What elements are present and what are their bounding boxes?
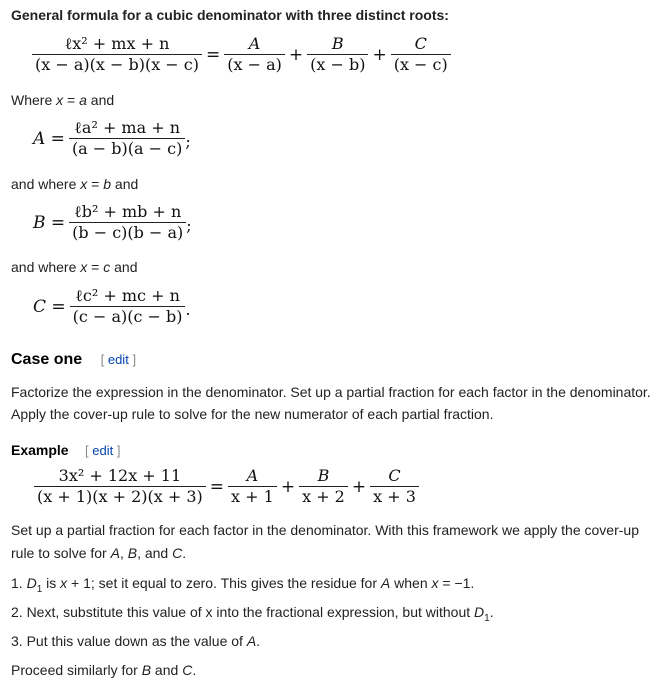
var-x: x <box>80 176 88 192</box>
step-text: + 1; set it equal to zero. This gives the residue for <box>67 575 381 591</box>
equals-sign: = <box>209 476 225 497</box>
formula-a-numerator: ℓa² + ma + n <box>69 118 185 139</box>
case-one-para-2: Apply the cover-up rule to solve for the new numerator of each partial fraction. <box>11 406 494 422</box>
when-text: when <box>390 575 432 591</box>
formula-c-fraction <box>70 286 186 327</box>
is-text: is <box>42 575 61 591</box>
example-term-c <box>370 466 419 507</box>
bracket-close: ] <box>132 352 137 367</box>
var-b: b <box>103 176 112 192</box>
step-text: = −1. <box>438 575 475 591</box>
plus-sign: + <box>280 476 296 497</box>
comma: , <box>119 545 128 561</box>
formula-c-denominator: (c − a)(c − b) <box>72 307 183 326</box>
step-text: 2. Next, substitute this value of x into the fractional expression, but without <box>11 604 475 620</box>
example-term-a-numerator: A <box>228 466 277 487</box>
plus-sign: + <box>288 44 304 65</box>
var-B: B <box>141 662 152 678</box>
step-number: 1. <box>11 575 27 591</box>
step-3 <box>11 632 260 650</box>
general-formula-title: General formula for a cubic denominator with three distinct roots: <box>11 7 449 23</box>
example-heading: Example <box>11 442 69 458</box>
example-lhs-fraction <box>34 466 206 507</box>
case-one-para-1: Factorize the expression in the denominator. Set up a partial fraction for each factor in the denominator. <box>11 384 651 400</box>
formula-a-lhs: A = <box>33 128 65 149</box>
where-prefix: Where <box>11 92 57 108</box>
formula-c-numerator: ℓc² + mc + n <box>70 286 186 307</box>
formula-b-fraction <box>69 202 186 243</box>
term-b-denominator: (x − b) <box>310 55 366 74</box>
period: . <box>182 545 187 561</box>
edit-link[interactable]: edit <box>92 443 114 458</box>
bracket-close: ] <box>116 443 121 458</box>
equals: = <box>63 92 80 108</box>
term-a-fraction <box>224 34 285 75</box>
var-D: D <box>474 604 485 620</box>
var-x: x <box>60 575 68 591</box>
example-term-a <box>228 466 277 507</box>
period: . <box>489 604 494 620</box>
formula-a <box>33 118 191 159</box>
and-suffix: and <box>111 176 139 192</box>
period: . <box>192 662 197 678</box>
plus-sign: + <box>372 44 387 65</box>
formula-a-denominator: (a − b)(a − c) <box>71 139 183 158</box>
example-heading-row <box>11 442 121 460</box>
general-formula <box>32 34 451 75</box>
edit-section-link <box>85 443 120 458</box>
example-term-b-denominator: x + 2 <box>302 487 345 506</box>
example-term-c-numerator: C <box>370 466 419 487</box>
var-A: A <box>380 575 391 591</box>
period: . <box>256 633 261 649</box>
var-c: c <box>103 259 111 275</box>
bracket-open: [ <box>85 443 89 458</box>
term-a-denominator: (x − a) <box>227 55 282 74</box>
case-one-heading-row <box>11 351 136 369</box>
lhs-numerator: ℓx² + mx + n <box>32 34 202 55</box>
example-term-a-denominator: x + 1 <box>231 487 274 506</box>
formula-b-punct: ; <box>186 216 192 235</box>
proceed-text <box>11 661 196 679</box>
where-prefix: and where <box>11 176 81 192</box>
setup-line-1: Set up a partial fraction for each factor in the denominator. With this framework we apply the cover-up <box>11 522 639 538</box>
plus-sign: + <box>351 476 367 497</box>
and-text: and <box>151 662 183 678</box>
setup-prefix: rule to solve for <box>11 545 111 561</box>
term-a-numerator: A <box>224 34 285 55</box>
var-a: a <box>79 92 87 108</box>
step-1 <box>11 574 475 595</box>
example-formula <box>34 466 419 507</box>
formula-c <box>33 286 191 327</box>
formula-b-lhs: B = <box>33 212 66 233</box>
proceed-prefix: Proceed similarly for <box>11 662 142 678</box>
formula-b <box>33 202 192 243</box>
example-lhs-numerator: 3x² + 12x + 11 <box>34 466 206 487</box>
and-text: , and <box>137 545 173 561</box>
equals: = <box>87 259 104 275</box>
and-suffix: and <box>110 259 138 275</box>
subscript: 1 <box>484 612 490 624</box>
var-x: x <box>56 92 64 108</box>
var-x: x <box>80 259 88 275</box>
formula-b-denominator: (b − c)(b − a) <box>72 223 184 242</box>
term-c-numerator: C <box>391 34 451 55</box>
formula-a-fraction <box>69 118 185 159</box>
example-term-b-numerator: B <box>299 466 348 487</box>
example-term-b <box>299 466 348 507</box>
var-C: C <box>182 662 193 678</box>
edit-link[interactable]: edit <box>107 352 129 367</box>
lhs-fraction <box>32 34 202 75</box>
step-2 <box>11 603 494 624</box>
where-b-text <box>11 175 138 193</box>
formula-b-numerator: ℓb² + mb + n <box>69 202 186 223</box>
step-text: 3. Put this value down as the value of <box>11 633 247 649</box>
var-B: B <box>127 545 138 561</box>
var-C: C <box>172 545 183 561</box>
where-a-text <box>11 91 114 109</box>
formula-c-punct: . <box>185 300 191 319</box>
setup-line-2 <box>11 544 186 562</box>
term-c-fraction <box>391 34 451 75</box>
subscript: 1 <box>36 583 43 595</box>
example-term-c-denominator: x + 3 <box>373 487 416 506</box>
term-b-fraction <box>307 34 368 75</box>
equals-sign: = <box>206 44 221 65</box>
var-A: A <box>246 633 257 649</box>
var-x: x <box>431 575 439 591</box>
formula-a-punct: ; <box>185 132 191 151</box>
edit-section-link <box>101 352 136 367</box>
lhs-denominator: (x − a)(x − b)(x − c) <box>35 55 199 74</box>
term-b-numerator: B <box>307 34 368 55</box>
where-c-text <box>11 258 138 276</box>
where-prefix: and where <box>11 259 81 275</box>
var-A: A <box>110 545 120 561</box>
var-D: D <box>26 575 37 591</box>
example-lhs-denominator: (x + 1)(x + 2)(x + 3) <box>37 487 203 506</box>
formula-c-lhs: C = <box>33 296 66 317</box>
equals: = <box>87 176 104 192</box>
case-one-heading: Case one <box>11 351 83 368</box>
and-suffix: and <box>86 92 115 108</box>
term-c-denominator: (x − c) <box>393 55 448 74</box>
bracket-open: [ <box>100 352 105 367</box>
